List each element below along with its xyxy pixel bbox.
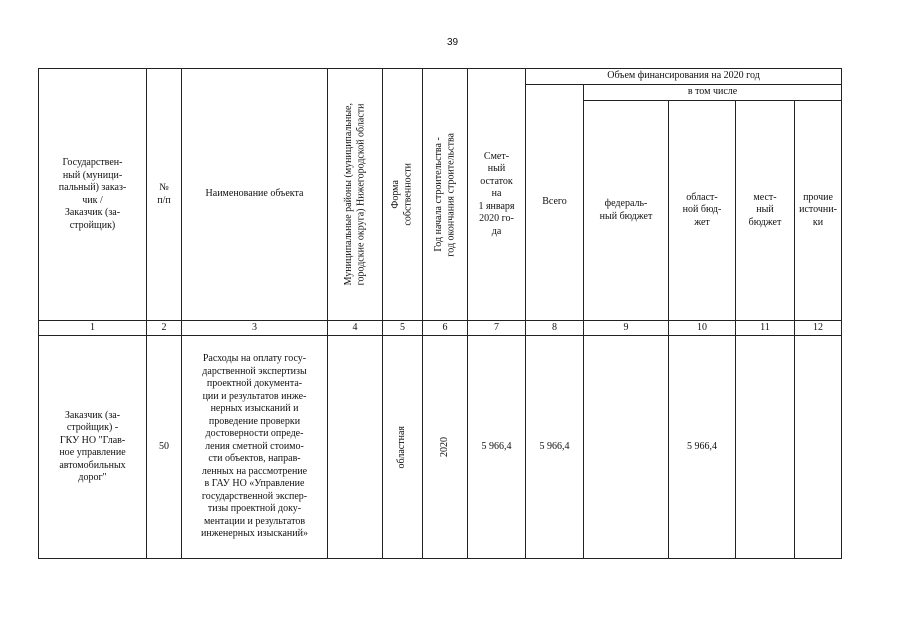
header-local: мест- ный бюджет bbox=[736, 101, 795, 321]
row-years-cell bbox=[423, 336, 468, 559]
row-balance: 5 966,4 bbox=[468, 336, 526, 559]
column-number: 7 bbox=[468, 321, 526, 336]
column-number: 4 bbox=[328, 321, 383, 336]
row-index: 50 bbox=[147, 336, 182, 559]
column-number: 6 bbox=[423, 321, 468, 336]
header-balance: Смет- ный остаток на 1 января 2020 го- да bbox=[468, 69, 526, 321]
row-municipality bbox=[328, 336, 383, 559]
column-number: 12 bbox=[795, 321, 842, 336]
header-total: Всего bbox=[526, 85, 584, 321]
column-numbers-row bbox=[39, 321, 842, 336]
column-number: 10 bbox=[669, 321, 736, 336]
header-other: прочие источни- ки bbox=[795, 101, 842, 321]
row-customer: Заказчик (за- стройщик) - ГКУ НО "Глав- ное управление автомобильных дорог" bbox=[39, 336, 147, 559]
header-years: Год начала строительства - год окончания строительства bbox=[432, 132, 456, 257]
row-regional: 5 966,4 bbox=[669, 336, 736, 559]
header-ownership-cell bbox=[383, 69, 423, 321]
row-federal bbox=[584, 336, 669, 559]
row-years: 2020 bbox=[438, 437, 450, 457]
header-municipality-cell bbox=[328, 69, 383, 321]
column-number: 3 bbox=[182, 321, 328, 336]
column-number: 9 bbox=[584, 321, 669, 336]
row-total: 5 966,4 bbox=[526, 336, 584, 559]
column-number: 1 bbox=[39, 321, 147, 336]
header-regional: област- ной бюд- жет bbox=[669, 101, 736, 321]
column-number: 2 bbox=[147, 321, 182, 336]
row-other bbox=[795, 336, 842, 559]
header-municipality: Муниципальные районы (муниципальные, городские округа) Нижегородской области bbox=[342, 103, 366, 286]
header-ownership: Форма собственности bbox=[390, 163, 414, 226]
header-object-name: Наименование объекта bbox=[182, 69, 328, 321]
header-including: в том числе bbox=[584, 85, 842, 101]
row-ownership-cell bbox=[383, 336, 423, 559]
financing-table bbox=[38, 68, 842, 559]
table-row bbox=[39, 336, 842, 559]
header-federal: федераль- ный бюджет bbox=[584, 101, 669, 321]
page-number: 39 bbox=[446, 37, 459, 48]
header-years-cell bbox=[423, 69, 468, 321]
header-index: № п/п bbox=[147, 69, 182, 321]
row-object-name: Расходы на оплату госу- дарственной экспертизы проектной документа- ции и результатов инже- нерных изысканий и проведение проверки достоверности опреде- ления сметной стоимо- сти объектов, направ- ленных на рассмотрение в ГАУ НО «Управление государственной экспер- тизы проектной доку- ментации и результатов инженерных изысканий» bbox=[182, 336, 328, 559]
column-number: 11 bbox=[736, 321, 795, 336]
header-customer: Государствен- ный (муници- пальный) заказ- чик / Заказчик (за- стройщик) bbox=[39, 69, 147, 321]
row-ownership: областная bbox=[396, 425, 408, 469]
column-number: 8 bbox=[526, 321, 584, 336]
header-row-1 bbox=[39, 69, 842, 85]
column-number: 5 bbox=[383, 321, 423, 336]
header-funding-group: Объем финансирования на 2020 год bbox=[526, 69, 842, 85]
row-local bbox=[736, 336, 795, 559]
